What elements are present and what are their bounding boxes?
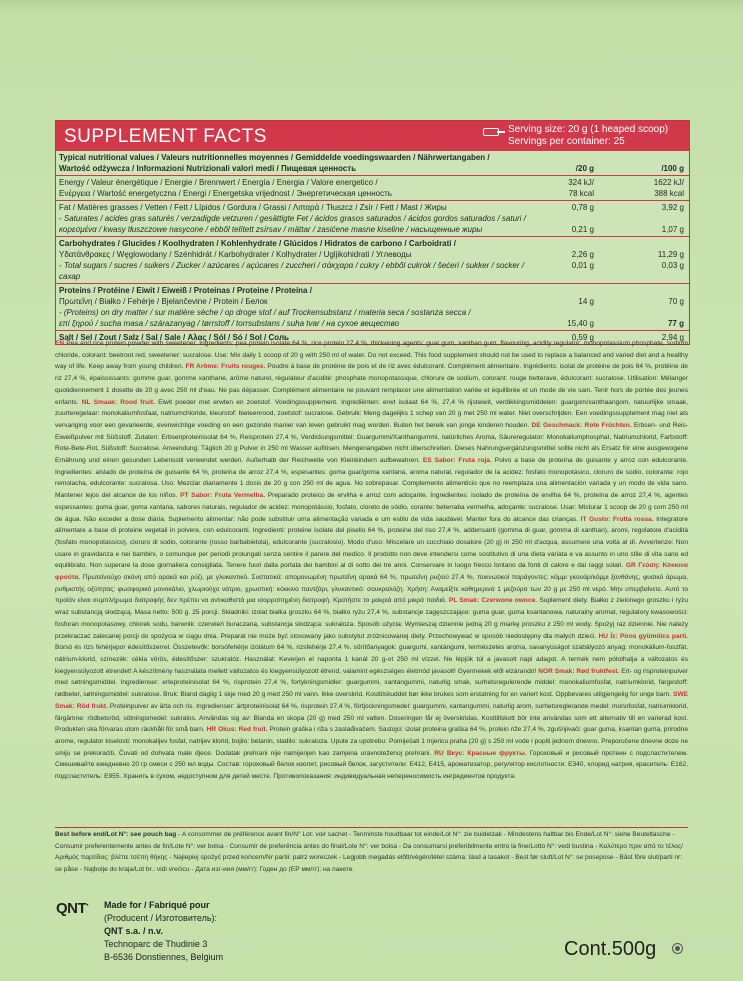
saturates-label-2: κορεσμένα / kwasy tłuszczowe nasycone / ebből telített zsírsav / mättar / zasićene masne kiseline / насыщенные жиры	[59, 225, 483, 234]
facts-head-label: Typical nutritional values / Valeurs nutritionnelles moyennes / Gemiddelde voedingswaarden / Nährwertangaben /	[59, 153, 490, 162]
best-before-label: Best before end/Lot N°: see pouch bag	[55, 831, 177, 838]
lang-tag-pt: PT Sabor: Fruta Vermelha.	[180, 492, 266, 500]
scoop-icon	[483, 128, 499, 136]
protein-label: Proteins / Protéine / Eiwit / Eiweiß / Proteínas / Proteine / Proteína /	[59, 286, 312, 295]
ingredients-it: Integratore alimentare a base di proteine vegetali in polvere, con edulcoranti. Ingredienti: proteine isolate del pisello 64 %, proteine del riso 27,4 %, addensanti (gomma di guar, gomma di xanthan), aromi, regolatore d'acidità (fosfato monopotassico), cloruro di sodio, colorante (rosso barbabietola), edulcorante (sucralosio). Modo d'uso: Miscelare un cucchiaio dosatore (20 g) in 250 ml d'acqua, assumere una volta al dì. Avvertenze: Non usare in gravidanza e nei bambini, o comunque per periodi prolungati senza sentire il parere del medico. Il prodotto non deve intendersi come sostitutivo di una dieta variata e va assunto in uno stile di vita sano ed equilibrato. Non superare la dose giornaliera consigliata. Tenere fuori dalla portata dei bambini al di sotto dei tre anni. Conservare in luogo fresco lontano da fonti di calore e dai raggi solari.	[55, 515, 688, 570]
carbs-20: 2,26 g	[571, 250, 594, 259]
ingredients-nl: Eiwit poeder met erwten en zoetstof. Voedingssupplement. Ingrediënten: erwt isolaat 64 %, 27,4 % rijsteiwit, verdikkingsmiddelen: guargom/xanthaangom, natuurlijke smaak, zuurteregelaar: monokaliumfosfaat, natriumchloride, kleurstof: bieteenrood, zoetstof: sucralose. Gebruik: Meng dagelijks 1 schep van 20 g met 250 ml water. Niet overschrijden. Een voedingssupplement mag niet als vervanging voor een gevarieerde, evenwichtige voeding en een gezonde manier van leven gebruikt mag worden. Buiten het bereik van jonge kinderen houden.	[55, 398, 688, 429]
lang-tag-hu: HU Íz: Piros gyümölcs parti.	[598, 632, 688, 640]
carbs-100: 11,29 g	[657, 250, 684, 259]
dry-matter-label-2: επί ξηρού / sucha masa / szárazanyag / tørrstoff / torrsubstans / suha tvar / на сухое вещество	[59, 319, 400, 328]
energy-kcal-20: 78 kcal	[568, 189, 594, 198]
maker-line-3: QNT s.a. / n.v.	[104, 926, 163, 936]
dry-matter-label: - (Proteins) on dry matter / sur matière sèche / op droge stof / auf Trockensubstanz / materia seca / sostanza secca /	[59, 308, 471, 317]
sugars-100: 0,03 g	[661, 261, 684, 270]
carbs-label: Carbohydrates / Glucides / Koolhydraten / Kohlenhydrate / Glúcidos / Hidratos de carbono / Carboidrati /	[59, 239, 456, 248]
saturates-100: 1,07 g	[661, 225, 684, 234]
protein-100: 70 g	[668, 297, 684, 306]
ingredients-de: Erbsen- und Reis-Eiweißpulver mit Süßstoff. Zutaten: Erbsenproteinisolat 64 %, Reisprotein 27,4 %, Verdickungsmittel: Guargummi/Xanthangummi, natürliches Aroma, Säureregulator: Monokaliumphosphat, Natriumchlorid, Farbstoff: Rote-Bete-Rot, Süßstoff: Sucralose. Anwendung: Täglich 20 g Pulver in 250 ml Wasser auflösen. Mengenangaben nicht überschreiten. Dieses Nahrungsergänzungsmittel sollte nicht als Ersatz für eine ausgewogene Ernährung und einen gesunden Lebensstil verwendet werden. Außerhalb der Reichweite von Kleinkindern aufbewahren.	[55, 421, 688, 465]
lang-tag-fr: FR Arôme: Fruits rouges.	[185, 363, 266, 371]
ingredients-fr: Poudre à base de protéine de pois et de riz avec édulcorant. Complément alimentaire. Ingrédients: isolat de protéine de pois 64 %, protéine de riz 27,4 %, épaississants: gomme guar, gomme xanthane, arôme naturel, régulateur d'acidité: phosphate monopotassique, chlorure de sodium, colorant: rouge betterave, édulcorant: sucralose. Utilisation: Mélanger quotidiennement 1 dosette de 20 g avec 250 ml d'eau. Ne pas dépasser. Complément alimentaire ne pouvant remplacer une alimentation variée et équilibrée et un mode de vie sain. Tenir hors de portée des jeunes enfants.	[55, 363, 688, 406]
sugars-20: 0,01 g	[571, 261, 594, 270]
carbs-label-2: Υδατάνθρακες / Węglowodany / Szénhidrát / Karbohydrater / Kolhydrater / Ugljikohidrati / Углеводы	[59, 250, 412, 259]
qnt-logo	[56, 900, 89, 917]
lang-tag-hr: HR Okus: Red fruit.	[206, 726, 268, 734]
lang-tag-ru: RU Вкус: Красные фрукты.	[434, 749, 527, 757]
ingredients-pl: Suplement diety. Białko z zielonego groszku i ryżu wraz substancją słodzącą. Masa netto: 500 g. 25 porcji. Składniki: izolat białka groszku 64 %, białko ryżu 27,4 %, substancje zagęszczające: guma guar, guma ksantanowa, naturalny aromat, regulatory kwasowości: fosforan monopotasowy, chlorek sodu, barwnik: czerwień buraczana, substancja słodząca: sukraloza. Sposób użycia: Wymieszaj dziennie jedną 20 g miarkę proszku z 250 ml wody. Spożyj raz dziennie. Nie należy przekraczać zalecanej porcji do spożycia w ciągu dnia. Preparat nie może być stosowany jako substytut zróżnicowanej diety. Przechowywać w sposób niedostępny dla małych dzieci.	[55, 597, 688, 640]
fat-100: 3,92 g	[661, 203, 684, 212]
protein-20: 14 g	[578, 297, 594, 306]
dry-matter-100: 77 g	[667, 319, 684, 328]
col-20g: /20 g	[575, 164, 594, 173]
ingredients-hu: Borsó és rizs fehérjepor édesítőszerrel. Összetevők: borsófehérje izolátum 64 %, rizsfehérje 27,4 %, sűrítőanyagok: guargumi, xantángumi, természetes aroma, savanyúságot szabályozó anyag: monokálium-foszfát, nátrium-klorid, színezék: cékla vörös, édesítőszer: szukralóz. Használat: Keverjen el naponta 1 kanál 20 g-ot 250 ml vízzel. Ne lépjük túl a javasolt napi adagot. A termék nem pótolhatja a változatos és kiegyensúlyozott étrendet! A készítmény használata mellett változatos és kiegyensúlyozott étrend, valamint egészséges életmód javasolt! Gyermekek elől elzárandó!	[55, 644, 688, 675]
energy-kj-100: 1622 kJ/	[653, 178, 684, 187]
lang-tag-de: DE Geschmack: Rote Früchten.	[531, 421, 632, 429]
net-weight: Cont.500g	[564, 938, 657, 960]
maker-line-4: Technoparc de Thudinie 3	[104, 939, 208, 949]
energy-label-2: Ενέργεια / Wartość energetyczna / Energi / Energetska vrijednost / Энергетическая ценность	[59, 189, 392, 198]
maker-line-1: Made for / Fabriqué pour	[104, 900, 210, 910]
lang-tag-gr: GR Γεύση: Κόκκινα φρούτα.	[55, 562, 688, 582]
ingredients-text-block	[55, 338, 688, 783]
seal-icon	[672, 943, 683, 954]
qnt-logo-mark: ·	[86, 900, 90, 911]
lang-tag-en: EN	[55, 340, 65, 347]
salt-20: 0,59 g	[571, 333, 594, 342]
dry-matter-20: 15,40 g	[567, 319, 594, 328]
lang-tag-es: ES Sabor: Fruta roja.	[422, 457, 492, 465]
ingredients-ru: Гороховый и рисовый протеин с подсластителем. Смешивайте ежедневно 20 гр смеси с 250 мл воды. Состав: гороховый белок изолят, рисовый белок, загустители: E412, E415, ароматизатор, регулятор кислотности: E340, хлорид натрия, краситель: E162, подсластитель: E955. Хранить в сухом, недоступном для детей месте. Противопоказания: индивидуальная непереносимость ингредиентов продукта.	[55, 749, 688, 781]
facts-column-header	[56, 151, 689, 176]
energy-kj-20: 324 kJ/	[568, 178, 594, 187]
protein-label-2: Πρωτεΐνη / Białko / Fehérje / Bjelančevine / Protein / Белок	[59, 297, 268, 306]
saturates-label: - Saturates / acides gras saturés / verzadigde vetzuren / gesättigte Fet / ácidos grasos saturados / ácidos gordos saturados / saturi /	[59, 214, 526, 223]
ingredients-se: Proteinpulver av ärta och ris. Ingredienser: ärtproteinisolat 64 %, risprotein 27,4 %, förtjockningsmedel: guargummi, xantangummi, naturlig arom, surhetsreglerande medel: monofosfat, natriumklorid, färgämne: rödbetsröd, sötningsmedel: sukralos. Användas sig av: Blanda en skopa (20 g) med 250 ml vatten. Doseringen får ej överskridas. Kosttillskott bör inte användas som ett alternativ till en varierad kost. Produkten ska förvaras utom räckhåll för små barn.	[55, 702, 688, 734]
best-before-text: - A consommer de préférence avant fin/N° Lot: voir sachet - Tenminste houdbaar tot einde/Lot N°: zie buidelzak - Mindestens haltbar bis Ende/Lot N°: siehe Beuteltasche - Consumir preferentemente antes de fin/Lote N°: ver bolsa - Consumir de preferência antes do final/Lote N°: ver bolsa - Da consumarsi preferibilmente entro la fine/Lotto N°: vedi bustina - Καλύτερο πριν από το τέλος/Αριθμός παρτίδας: βλέπε τσέπη θήκης - Najlepiej spożyć przed końcem/Nr partii: patrz woreczek - Legjobb megadás előtt/végén/tétel száma: lásd a tasakot - Best før slutt/Lot N°: se posepose - Bäst före slut/parti nr: se påse - Najbolje do kraja/Lot br.: vidi vrećicu - Дата изг-иия (мм/гг): Годен до (ЕР мм/гг): на пакете.	[55, 831, 683, 873]
ingredients-hr: Protein graška i riža s zaslađivačem. Sastojci: izolat proteina graška 64 %, protein riže 27,4 %, zgušnjivači: guar guma, ksantan guma, prirodne arome, regulator kiselosti: monokalijev fosfat, natrijev klorid, bojilo: betanin, sladilo: sukraloza. Upute za upotrebu: Pomiješati 1 mjericu praha (20 g) s 250 ml vode i popiti jednom dnevno. Preporučene dnevne doze ne smiju se prekoračiti. Čuvati od dohvata male djece. Dodatak prehrani nije namijenjen kao zamjena uravnoteženoj prehrani.	[55, 726, 689, 757]
maker-line-2: (Producent / Изготовитель):	[104, 913, 218, 923]
lang-tag-nl: NL Smaak: Rood fruit.	[81, 398, 155, 406]
carbohydrates-row	[56, 237, 689, 284]
ingredients-en: Pea and rice protein powder with sweetener. Ingredients: pea protein isolate 64 %, rice protein 27,4 %, thickening agents: guar gum, xanthan gum, flavouring, acidity regulator: monopotassium phosphate, sodium chloride, colorant: beetroot red, sweetener: sucralose. Use: Mix daily 1 scoop of 20 g with 250 ml of water. Do not exceed. This food supplement should not be used to replace a balanced and varied diet and a healthy way of life. Keep away from young children.	[55, 340, 688, 371]
ingredients-pt: Preparado proteico de ervilha e arroz com adoçante. Ingredientes: isolado de proteína de ervilha 64 %, proteína de arroz 27,4 %, agentes espessantes: goma guar, goma xantana, sabores naturais, regulador de acidez: monopotássio, fosfato, cloreto de sódio, corante: beterraba vermelha, adoçante: sucralose. Usar: Misturar 1 scoop de 20 g com 250 ml de água. Não exceder a dose diária. Suplemento alimentar: não pode substituir uma alimentação variada e um estilo de vida saudável. Manter fora do alcance das crianças.	[55, 492, 688, 523]
energy-label: Energy / Valeur énergétique / Energie / Brennwert / Energía / Energia / Valore energetico /	[59, 178, 378, 187]
qnt-logo-text: QNT	[56, 900, 87, 917]
serving-size: Serving size: 20 g (1 heaped scoop)	[508, 124, 669, 135]
maker-line-5: B-6536 Donstiennes, Belgium	[104, 952, 224, 962]
lang-tag-no: NOR Smak: Rød fruktfest.	[538, 667, 620, 675]
facts-head-label-2: Wartość odżywcza / Informazioni Nutrizionali valori medi / Пищевая ценность	[59, 164, 357, 173]
fat-label: Fat / Matières grasses / Vetten / Fett / Lípidos / Gordura / Grassi / Λιπαρά / Tłuszcz / Zsír / Fett / Mast / Жиры	[59, 203, 447, 212]
salt-100: 2,94 g	[661, 333, 684, 342]
protein-row	[56, 284, 689, 331]
best-before-block	[55, 829, 688, 875]
col-100g: /100 g	[661, 164, 684, 173]
energy-row	[56, 176, 689, 201]
manufacturer-info	[104, 899, 223, 964]
supplement-facts-header	[56, 121, 689, 151]
lang-tag-se: SWE Smak: Röd frukt.	[55, 691, 688, 710]
lang-tag-it: IT Gusto: Frutta rossa.	[580, 515, 654, 523]
divider	[55, 827, 688, 828]
saturates-20: 0,21 g	[571, 225, 594, 234]
sugars-label: - Total sugars / sucres / suikers / Zucker / azúcares / açúcares / zuccheri / σάκχαρα / cukry / ebből cukrok / šećeri / sukker / socker / сахар	[59, 261, 524, 281]
lang-tag-pl: PL Smak: Czerwone owoce.	[448, 597, 538, 605]
energy-kcal-100: 388 kcal	[654, 189, 684, 198]
ingredients-es: Polvo a base de proteína de guisante y arroz con edulcorante. Ingredientes: aislado de proteína de guisante 64 %, proteína de arroz 27,4 %, espesantes: goma guar/goma xantana, aroma natural, regulador de la acidez: fosfato monopotásico, cloruro de sodio, colorante: rojo remolacha, edulcorante: sucralosa. Uso: Mezclar diariamente 1 dosis de 20 g con 250 ml de agua. No sobrepasar. Complemento alimenticio que no reemplaza una alimentación variada y un modo de vida sano. Mantener lejos del alcance de los niños.	[55, 457, 688, 500]
ingredients-gr: Πρωτεϊνούχο σκόνη από αρακά και ρύζι, με γλυκαντικό. Συστατικά: απομονωμένη πρωτεΐνη αρακά 64 %, πρωτεΐνη ρυζιού 27,4 %, πυκνωτικοί παράγοντες: κόμμι γκουάρ/κόμμι ξανθάνης, φυσικό άρωμα, ρυθμιστής οξύτητας: φωσφορικό μονοκάλιο, χλωριούχο νάτριο, χρωστική: κόκκινο παντζάρι, γλυκαντικό: σουκραλόζη. Χρήση: Αναμείξτε καθημερινά 1 μεζούρα των 20 g με 250 ml νερό. Μην υπερβαίνετε. Αυτό το προϊόν είναι συμπλήρωμα διατροφής δεν πρέπει να αντικαθιστά μια ισορροπημένη διατροφή. Κρατήστε το μακριά από μικρά παιδιά.	[55, 574, 688, 605]
servings-per-container: Servings per container: 25	[508, 136, 625, 147]
fat-row	[56, 201, 689, 237]
ingredients-no: Ert- og risproteinpulver med søtningsmiddel. Ingredienser: erteproteinisolat 64 %, risprotein 27,4 %, fortykningsmidler: guargummi, xantangummi, naturlig smak, surhetsregulerende middel: monokaliumfosfat, natriumklorid, fargestoff: rødbeter, søtningsmiddel: sukralose. Bruk: Bland daglig 1 skje med 20 g med 250 ml vann. Ikke overskrid. Kosttilskuddet bør ikke brukes som erstatning for en variert kost. Oppbevares utilgjengelig for unge barn.	[55, 667, 688, 699]
fat-20: 0,78 g	[571, 203, 594, 212]
salt-label: Salt / Sel / Zout / Salz / Sal / Sale / Αλας / Sól / Só / Sol / Соль	[59, 333, 289, 342]
supplement-facts-title: SUPPLEMENT FACTS	[64, 126, 267, 147]
supplement-facts-panel	[55, 120, 690, 345]
